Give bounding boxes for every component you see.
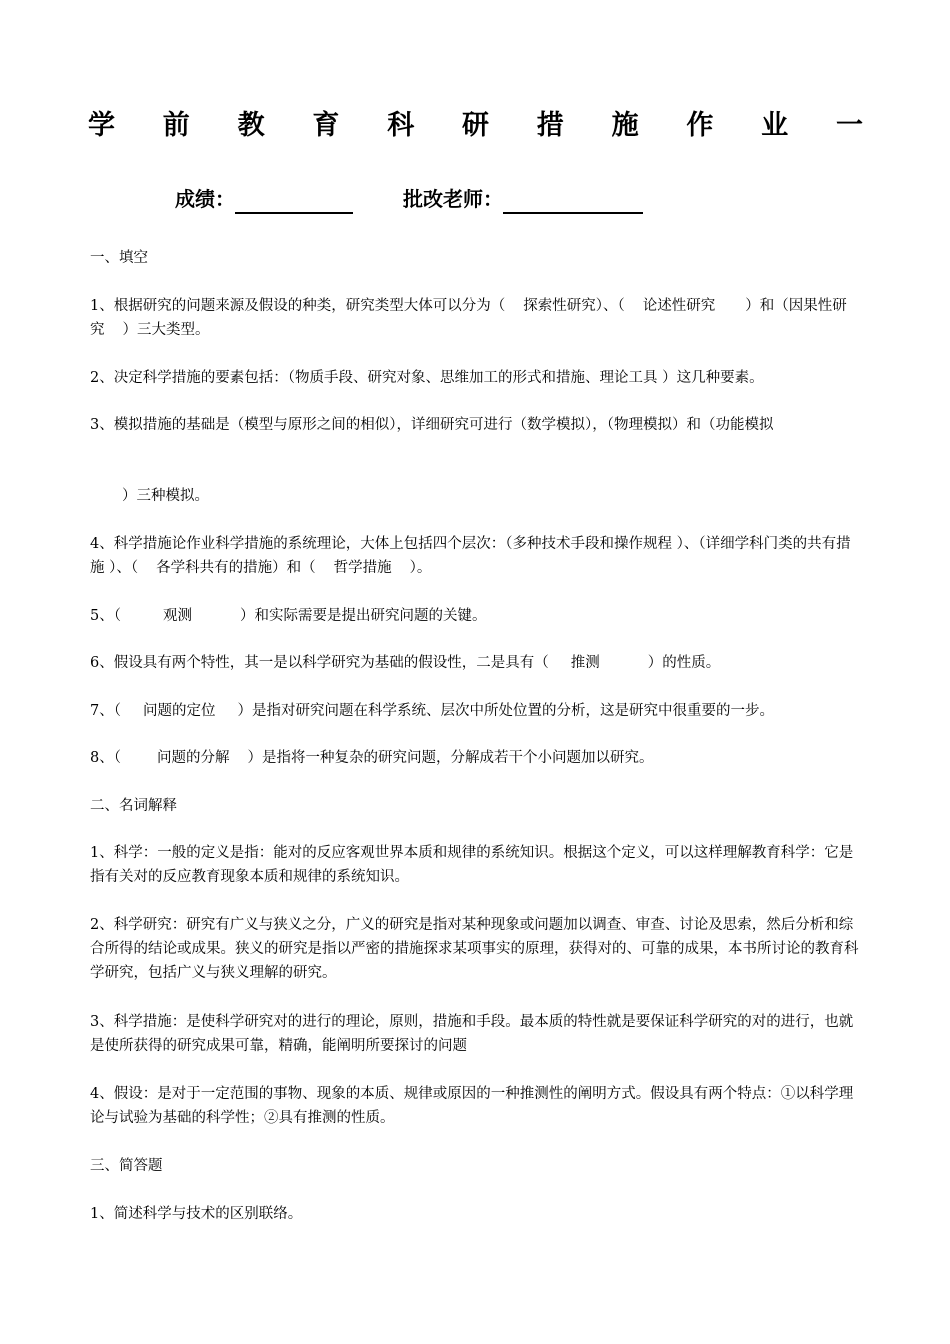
answer: 哲学措施 — [333, 560, 392, 576]
answer: 论述性研究 — [642, 298, 716, 314]
answer: 推测 — [570, 655, 600, 671]
fill-question-6: 6、假设具有两个特性，其一是以科学研究为基础的假设性，二是具有（ 推测 ）的性质。 — [90, 655, 721, 671]
definition-2: 2、科学研究：研究有广义与狭义之分，广义的研究是指对某种现象或问题加以调查、审查、讨论及思索，然后分析和综合所得的结论或成果。狭义的研究是指以严密的措施探求某项事实的原理，获得对的、可靠的成果，本书所讨论的教育科学研究，包括广义与狭义理解的研究。 — [90, 917, 859, 981]
score-blank — [235, 188, 353, 214]
teacher-blank — [503, 188, 643, 214]
fill-question-1: 1、根据研究的问题来源及假设的种类，研究类型大体可以分为（ 探索性研究）、（ 论述性研究 ）和（因果性研究 ）三大类型。 — [90, 298, 847, 338]
definition-3: 3、科学措施：是使科学研究对的进行的理论，原则，措施和手段。最本质的特性就是要保证科学研究的对的进行，也就是使所获得的研究成果可靠，精确，能阐明所要探讨的问题 — [90, 1014, 854, 1054]
section-heading-fill-blank: 一、填空 — [90, 250, 148, 266]
fill-question-3-continuation: ）三种模拟。 — [122, 488, 209, 504]
answer: 探索性研究 — [523, 298, 596, 314]
section-heading-definitions: 二、名词解释 — [90, 798, 177, 814]
fill-question-5: 5、（ 观测 ）和实际需要是提出研究问题的关键。 — [90, 608, 487, 624]
title-char: 措 — [536, 110, 564, 141]
score-label: 成绩： — [175, 187, 235, 211]
title-char: 科 — [387, 110, 415, 141]
fill-question-2: 2、决定科学措施的要素包括：（物质手段、研究对象、思维加工的形式和措施、理论工具 ）这几种要素。 — [90, 370, 764, 386]
answer: 各学科共有的措施）和（ — [156, 560, 316, 576]
fill-question-7: 7、（ 问题的定位 ）是指对研究问题在科学系统、层次中所处位置的分析，这是研究中很重要的一步。 — [90, 703, 774, 719]
title-char: 研 — [461, 110, 489, 141]
fill-question-8: 8、（ 问题的分解 ）是指将一种复杂的研究问题，分解成若干个小问题加以研究。 — [90, 750, 654, 766]
section-heading-short-answer: 三、简答题 — [90, 1158, 163, 1174]
score-line — [175, 184, 643, 214]
page-title — [88, 108, 863, 144]
short-answer-question-1: 1、简述科学与技术的区别联络。 — [90, 1206, 303, 1222]
teacher-label: 批改老师： — [403, 187, 503, 211]
answer: 问题的定位 — [142, 703, 216, 719]
title-char: 育 — [312, 110, 340, 141]
definition-1: 1、科学：一般的定义是指：能对的反应客观世界本质和规律的系统知识。根据这个定义，可以这样理解教育科学：它是指有关对的反应教育现象本质和规律的系统知识。 — [90, 845, 854, 885]
answer: 观测 — [162, 608, 192, 624]
title-char: 一 — [835, 110, 863, 141]
definition-4: 4、假设：是对于一定范围的事物、现象的本质、规律或原因的一种推测性的阐明方式。假设具有两个特点：①以科学理论与试验为基础的科学性；②具有推测的性质。 — [90, 1086, 854, 1126]
title-char: 作 — [686, 110, 714, 141]
fill-question-4: 4、科学措施论作业科学措施的系统理论，大体上包括四个层次：（多种技术手段和操作规程 ）、（详细学科门类的共有措施 ）、（ 各学科共有的措施）和（ 哲学措施 ）。 — [90, 536, 851, 576]
title-char: 业 — [761, 110, 789, 141]
title-char: 前 — [162, 110, 190, 141]
fill-question-3: 3、模拟措施的基础是（模型与原形之间的相似），详细研究可进行（数学模拟），（物理模拟）和（功能模拟 — [90, 417, 774, 433]
answer: 因果性研究 — [90, 298, 847, 338]
title-char: 学 — [88, 110, 115, 141]
answer: 问题的分解 — [156, 750, 230, 766]
title-char: 教 — [237, 110, 265, 141]
title-char: 施 — [611, 110, 639, 141]
